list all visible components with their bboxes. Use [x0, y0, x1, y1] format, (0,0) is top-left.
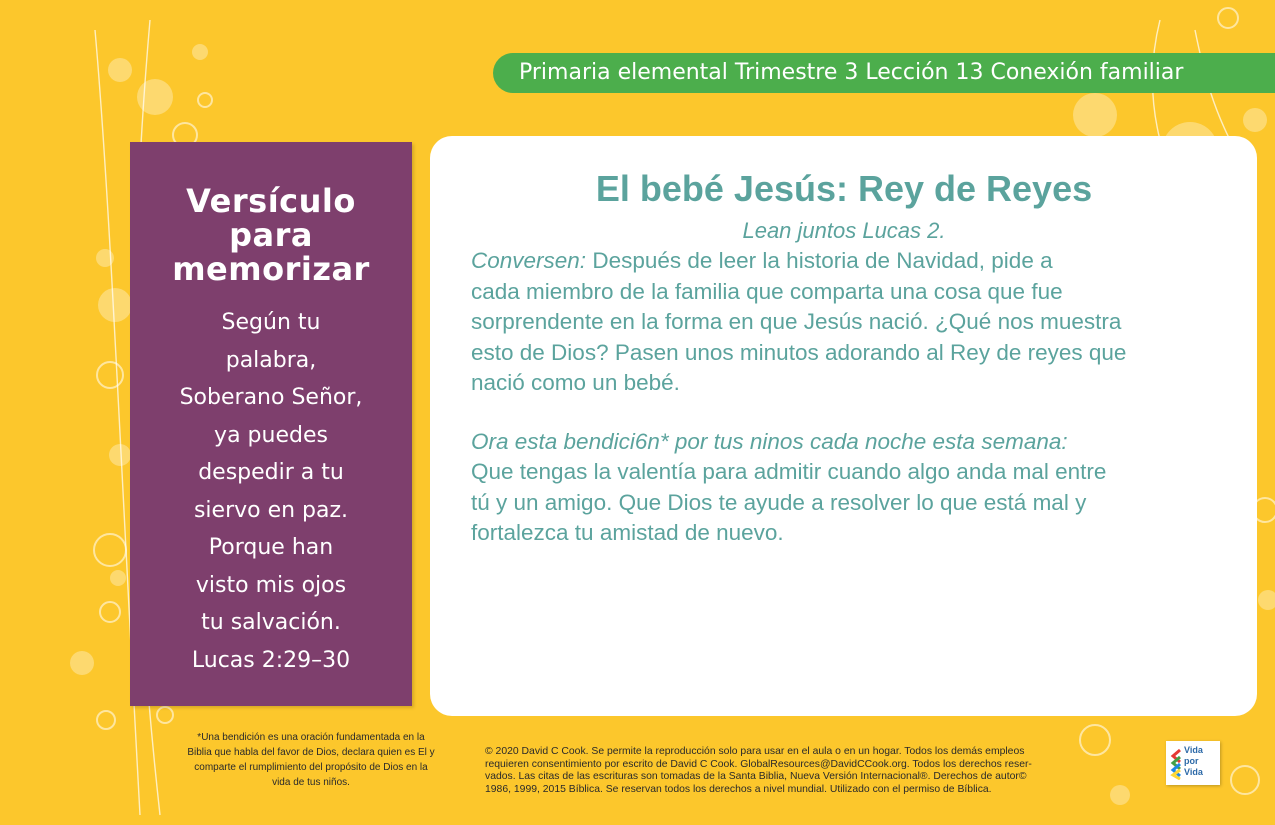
memory-verse-title-line: para: [229, 216, 313, 254]
blessing-line: Que tengas la valentía para admitir cuando algo anda mal entre: [471, 459, 1107, 484]
verse-reference: Lucas 2:29–30: [191, 647, 351, 673]
blessing-footnote: [170, 730, 452, 790]
conversation-paragraph: [471, 246, 1217, 399]
footnote-line: Biblia que habla del favor de Dios, declara quien es El y: [187, 747, 435, 758]
blessing-paragraph: [471, 427, 1217, 549]
memory-verse-text: [146, 304, 396, 679]
verse-line: ya puedes: [214, 422, 328, 448]
memory-verse-title: [130, 184, 412, 286]
verse-line: Porque han: [208, 535, 334, 560]
verse-line: Soberano Señor,: [179, 385, 363, 410]
conversation-line: Después de leer la historia de Navidad, pide a: [586, 248, 1053, 273]
verse-line: palabra,: [225, 347, 317, 373]
family-connection-card: [430, 136, 1257, 716]
vida-por-vida-logo: [1166, 741, 1220, 785]
memory-verse-title-line: Versículo: [186, 182, 356, 220]
logo-text-line: Vida: [1184, 745, 1203, 755]
verse-line: visto mis ojos: [195, 572, 347, 598]
conversation-line: cada miembro de la familia que comparta una cosa que fue: [471, 278, 1063, 304]
copyright-line: requieren consentimiento por escrito de David C Cook. GlobalResources@DavidCCook.org. Todos los derechos reser-: [485, 758, 1032, 770]
lesson-title: El bebé Jesús: Rey de Reyes: [595, 168, 1093, 209]
verse-line: Según tu: [221, 310, 321, 335]
blessing-label: Ora esta bendici6n* por tus ninos cada noche esta semana:: [471, 428, 1068, 454]
verse-line: tu salvación.: [201, 610, 341, 635]
reading-instruction: Lean juntos Lucas 2.: [742, 218, 946, 243]
lesson-banner: Primaria elemental Trimestre 3 Lección 13 Conexión familiar: [493, 53, 1275, 93]
conversation-label: Conversen:: [471, 248, 587, 273]
logo-text-line: Vida: [1184, 767, 1203, 777]
copyright-notice: [485, 746, 1155, 796]
verse-line: despedir a tu: [198, 460, 344, 485]
footnote-line: *Una bendición es una oración fundamentada en la: [197, 732, 425, 743]
blessing-line: fortalezca tu amistad de nuevo.: [471, 520, 784, 545]
memory-verse-title-line: memorizar: [172, 250, 370, 288]
footnote-line: vida de tus niños.: [272, 777, 350, 788]
logo-text: [1184, 745, 1203, 778]
conversation-line: esto de Dios? Pasen unos minutos adorando al Rey de reyes que: [471, 339, 1127, 365]
verse-line: siervo en paz.: [193, 497, 349, 523]
conversation-line: nació como un bebé.: [471, 370, 680, 395]
copyright-line: vados. Las citas de las escrituras son tomadas de la Santa Biblia, Nueva Versión Internacional®. Derechos de autor©: [485, 771, 1027, 782]
copyright-line: 1986, 1999, 2015 Bíblica. Se reservan todos los derechos a nivel mundial. Utilizado con el permiso de Bíblica.: [485, 783, 992, 795]
logo-text-line: por: [1184, 756, 1199, 766]
memory-verse-card: [130, 142, 412, 706]
conversation-line: sorprendente en la forma en que Jesús nació. ¿Qué nos muestra: [471, 309, 1122, 334]
logo-chevron-icon: [1170, 748, 1182, 780]
footnote-line: comparte el rumplimiento del propósito de Dios en la: [194, 762, 428, 773]
blessing-line: tú y un amigo. Que Dios te ayude a resolver lo que está mal y: [471, 489, 1087, 515]
copyright-line: © 2020 David C Cook. Se permite la reproducción solo para usar en el aula o en un hogar. Todos los demás empleos: [485, 746, 1025, 757]
